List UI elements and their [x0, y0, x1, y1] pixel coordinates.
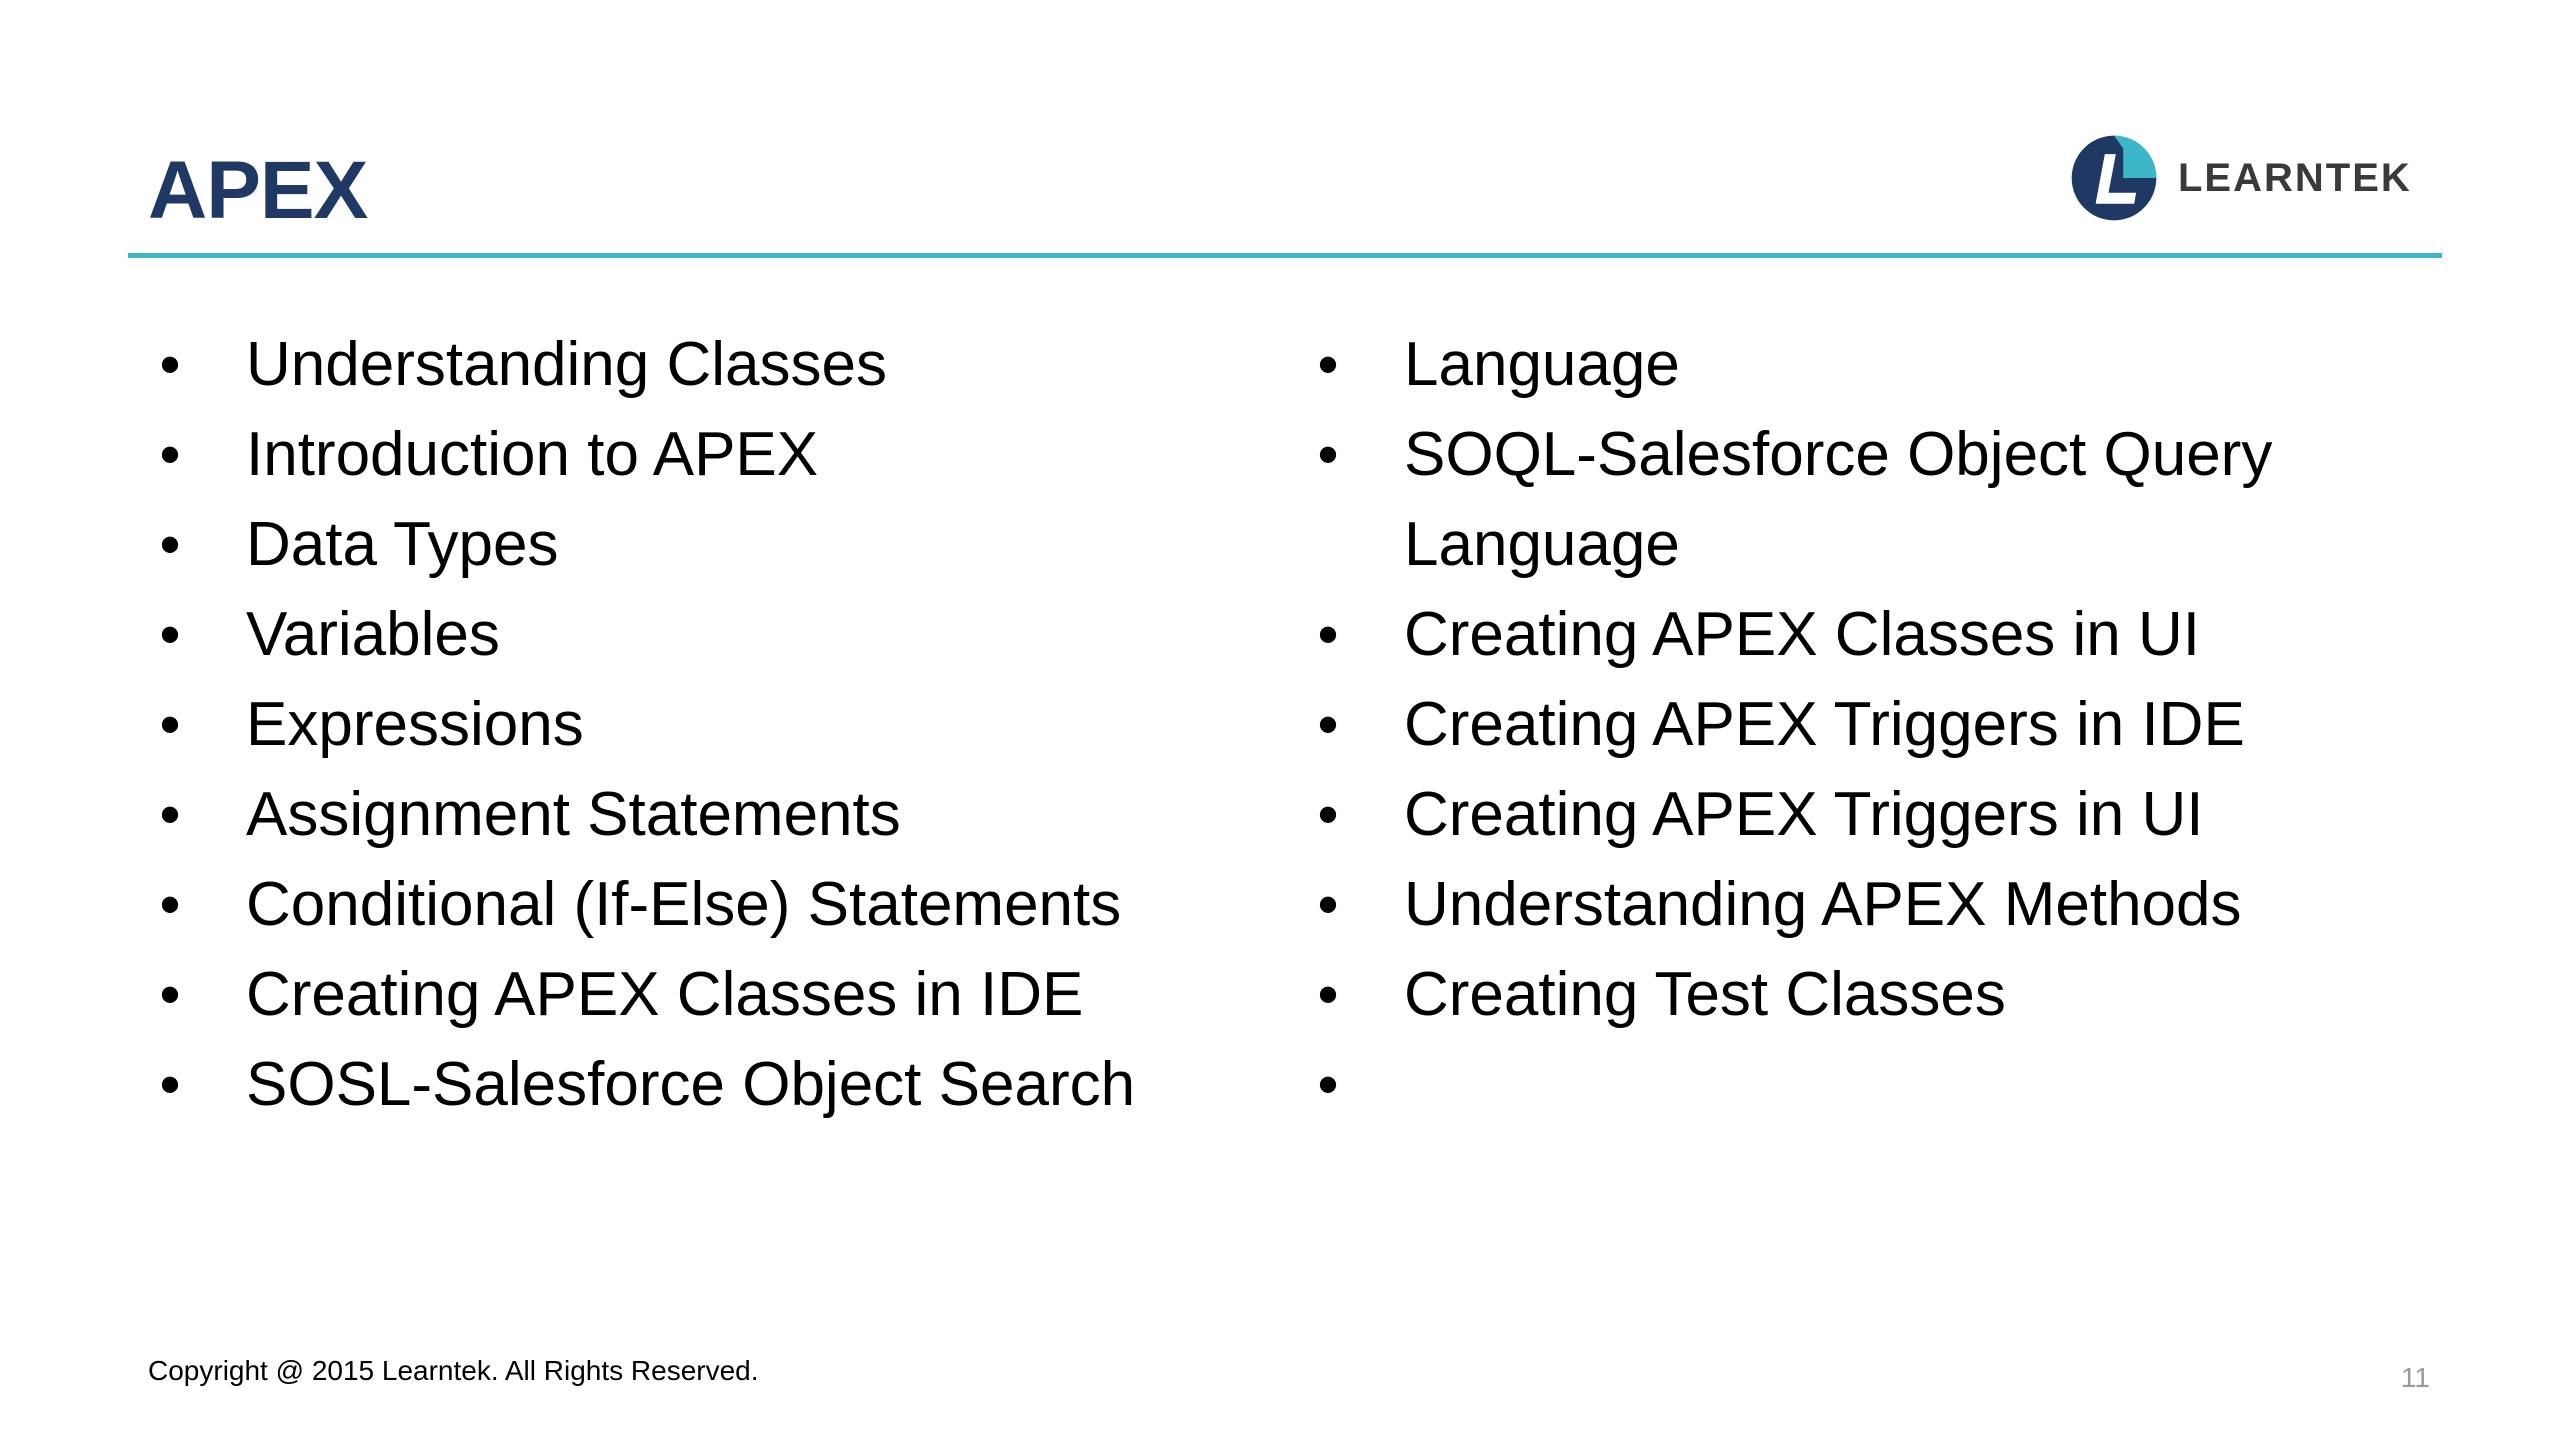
list-item: [140, 680, 1270, 770]
list-item-text: Creating APEX Triggers in UI: [1404, 780, 2204, 849]
bullet-icon: •: [159, 871, 181, 938]
bullet-icon: •: [159, 511, 181, 578]
bullet-icon: •: [1317, 331, 1339, 398]
list-item: [140, 950, 1270, 1040]
bullet-icon: •: [159, 421, 181, 488]
page-number: 11: [2400, 1362, 2430, 1393]
bullet-icon: •: [1317, 961, 1339, 1028]
learntek-logo: [2068, 128, 2412, 228]
bullet-icon: •: [1317, 1051, 1339, 1118]
title-divider: [128, 253, 2442, 258]
list-item-text: Understanding APEX Methods: [1404, 870, 2242, 939]
bullet-icon: •: [159, 781, 181, 848]
bullet-icon: •: [1317, 601, 1339, 668]
list-item-text: SOQL-Salesforce Object Query Language: [1404, 420, 2273, 579]
bullet-icon: •: [159, 961, 181, 1028]
list-item-text: Assignment Statements: [246, 780, 901, 849]
list-item-text: Creating APEX Classes in IDE: [246, 960, 1084, 1029]
bullet-icon: •: [159, 601, 181, 668]
bullet-icon: •: [1317, 691, 1339, 758]
list-item: [140, 860, 1270, 950]
bullet-icon: •: [159, 331, 181, 398]
list-item: [140, 320, 1270, 410]
bullet-icon: •: [159, 691, 181, 758]
list-item: [140, 770, 1270, 860]
list-item-text: Understanding Classes: [246, 330, 888, 399]
bullet-icon: •: [1317, 871, 1339, 938]
list-item-text: Expressions: [246, 690, 584, 759]
list-item-text: Creating APEX Classes in UI: [1404, 600, 2201, 669]
logo-text: LEARNTEK: [2178, 155, 2412, 200]
list-item: [1298, 590, 2448, 680]
list-item-text: Language: [1404, 330, 1680, 399]
list-item: [140, 500, 1270, 590]
list-item-text: SOSL-Salesforce Object Search: [246, 1050, 1136, 1119]
list-item: [1298, 680, 2448, 770]
list-item-text: Introduction to APEX: [246, 420, 819, 489]
list-item: [1298, 320, 2448, 410]
list-item-text: Creating Test Classes: [1404, 960, 2006, 1029]
list-item-text: Data Types: [246, 510, 559, 579]
list-item: [140, 1040, 1270, 1130]
list-item-text: Creating APEX Triggers in IDE: [1404, 690, 2245, 759]
list-item: [1298, 770, 2448, 860]
left-topic-list: [140, 320, 1270, 1130]
bullet-icon: •: [159, 1051, 181, 1118]
bullet-icon: •: [1317, 421, 1339, 488]
list-item-text: Conditional (If-Else) Statements: [246, 870, 1122, 939]
learntek-logo-icon: [2068, 132, 2160, 224]
list-item: [1298, 410, 2448, 590]
copyright-footer: Copyright @ 2015 Learntek. All Rights Reserved.: [148, 1355, 759, 1386]
list-item-text: Variables: [246, 600, 500, 669]
slide-title: APEX: [148, 145, 368, 236]
list-item: [1298, 860, 2448, 950]
list-item: [140, 410, 1270, 500]
right-topic-list: [1298, 320, 2448, 1118]
bullet-icon: •: [1317, 781, 1339, 848]
list-item: [140, 590, 1270, 680]
list-item: [1298, 950, 2448, 1040]
